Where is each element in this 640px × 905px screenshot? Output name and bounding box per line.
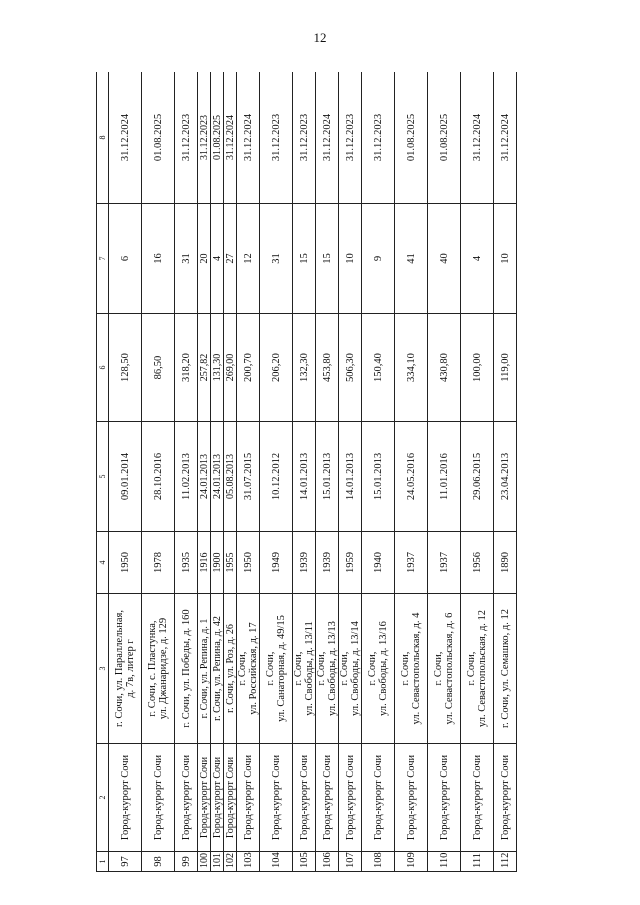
column-header: 4 bbox=[97, 532, 109, 594]
row-number-cell: 100 bbox=[198, 852, 211, 872]
deadline-cell: 01.08.2025 bbox=[395, 72, 428, 204]
table-row bbox=[293, 72, 316, 872]
residents-count-cell: 31 bbox=[260, 204, 293, 314]
residents-count-cell: 15 bbox=[293, 204, 316, 314]
table-row bbox=[461, 72, 494, 872]
address-cell bbox=[362, 594, 395, 744]
municipality-cell: Город-курорт Сочи bbox=[293, 744, 316, 852]
residents-count-cell: 16 bbox=[142, 204, 175, 314]
year-built-cell: 1956 bbox=[461, 532, 494, 594]
address-cell bbox=[224, 594, 237, 744]
row-number-cell: 101 bbox=[211, 852, 224, 872]
row-number-cell: 111 bbox=[461, 852, 494, 872]
deadline-cell: 31.12.2023 bbox=[339, 72, 362, 204]
date-cell: 23.04.2013 bbox=[494, 422, 517, 532]
date-cell: 24.05.2016 bbox=[395, 422, 428, 532]
column-header: 2 bbox=[97, 744, 109, 852]
address-line-1: г. Сочи, bbox=[400, 651, 411, 686]
address-line-1: г. Сочи, ул. Репина, д. 1 bbox=[198, 618, 210, 719]
address-cell bbox=[339, 594, 362, 744]
area-cell: 150,40 bbox=[362, 314, 395, 422]
table-body bbox=[97, 72, 517, 872]
municipality-cell: Город-курорт Сочи bbox=[339, 744, 362, 852]
table-row bbox=[395, 72, 428, 872]
address-cell bbox=[260, 594, 293, 744]
row-number-cell: 97 bbox=[109, 852, 142, 872]
area-cell: 100,00 bbox=[461, 314, 494, 422]
column-header: 7 bbox=[97, 204, 109, 314]
date-cell: 14.01.2013 bbox=[339, 422, 362, 532]
date-cell: 15.01.2013 bbox=[316, 422, 339, 532]
date-cell: 15.01.2013 bbox=[362, 422, 395, 532]
year-built-cell: 1890 bbox=[494, 532, 517, 594]
address-cell bbox=[211, 594, 224, 744]
area-cell: 119,00 bbox=[494, 314, 517, 422]
date-cell: 05.08.2013 bbox=[224, 422, 237, 532]
page-number: 12 bbox=[313, 30, 327, 45]
address-cell bbox=[109, 594, 142, 744]
area-cell: 453,80 bbox=[316, 314, 339, 422]
table-row bbox=[316, 72, 339, 872]
year-built-cell: 1959 bbox=[339, 532, 362, 594]
row-number-cell: 107 bbox=[339, 852, 362, 872]
area-cell: 257,82 bbox=[198, 314, 211, 422]
date-cell: 24.01.2013 bbox=[198, 422, 211, 532]
municipality-cell: Город-курорт Сочи bbox=[142, 744, 175, 852]
municipality-cell: Город-курорт Сочи bbox=[316, 744, 339, 852]
year-built-cell: 1939 bbox=[293, 532, 316, 594]
deadline-cell: 31.12.2024 bbox=[494, 72, 517, 204]
table-row bbox=[260, 72, 293, 872]
table-row bbox=[494, 72, 517, 872]
deadline-cell: 31.12.2024 bbox=[109, 72, 142, 204]
municipality-cell: Город-курорт Сочи bbox=[395, 744, 428, 852]
deadline-cell: 31.12.2023 bbox=[293, 72, 316, 204]
deadline-cell: 31.12.2023 bbox=[175, 72, 198, 204]
table-row bbox=[142, 72, 175, 872]
municipality-cell: Город-курорт Сочи bbox=[211, 744, 224, 852]
rotated-table-container bbox=[96, 72, 556, 872]
address-line-1: г. Сочи, bbox=[293, 651, 304, 686]
address-line-1: г. Сочи, bbox=[316, 651, 327, 686]
area-cell: 128,50 bbox=[109, 314, 142, 422]
address-line-2: ул. Свободы, д. 13/14 bbox=[350, 621, 361, 716]
address-cell bbox=[142, 594, 175, 744]
address-line-1: г. Сочи, bbox=[433, 651, 444, 686]
date-cell: 10.12.2012 bbox=[260, 422, 293, 532]
date-cell: 24.01.2013 bbox=[211, 422, 224, 532]
year-built-cell: 1955 bbox=[224, 532, 237, 594]
residents-count-cell: 9 bbox=[362, 204, 395, 314]
row-number-cell: 99 bbox=[175, 852, 198, 872]
address-line-1: г. Сочи, ул. Параллельная, bbox=[114, 610, 125, 727]
address-line-2: ул. Севастопольская, д. 4 bbox=[411, 612, 422, 725]
table-row bbox=[109, 72, 142, 872]
year-built-cell: 1900 bbox=[211, 532, 224, 594]
row-number-cell: 108 bbox=[362, 852, 395, 872]
municipality-cell: Город-курорт Сочи bbox=[237, 744, 260, 852]
address-line-1: г. Сочи, bbox=[237, 651, 248, 686]
address-line-1: г. Сочи, с. Пластунка, bbox=[147, 620, 158, 717]
row-number-cell: 102 bbox=[224, 852, 237, 872]
year-built-cell: 1939 bbox=[316, 532, 339, 594]
table-row bbox=[175, 72, 198, 872]
deadline-cell: 31.12.2023 bbox=[198, 72, 211, 204]
address-line-1: г. Сочи, bbox=[367, 651, 378, 686]
address-line-1: г. Сочи, bbox=[265, 651, 276, 686]
area-cell: 269,00 bbox=[224, 314, 237, 422]
date-cell: 28.10.2016 bbox=[142, 422, 175, 532]
area-cell: 200,70 bbox=[237, 314, 260, 422]
address-line-1: г. Сочи, ул. Семашко, д. 12 bbox=[499, 608, 511, 729]
area-cell: 334,10 bbox=[395, 314, 428, 422]
address-cell bbox=[175, 594, 198, 744]
column-header: 8 bbox=[97, 72, 109, 204]
column-header: 6 bbox=[97, 314, 109, 422]
row-number-cell: 112 bbox=[494, 852, 517, 872]
municipality-cell: Город-курорт Сочи bbox=[198, 744, 211, 852]
column-number-header-row bbox=[97, 72, 109, 872]
deadline-cell: 31.12.2024 bbox=[461, 72, 494, 204]
residents-count-cell: 41 bbox=[395, 204, 428, 314]
address-line-2: ул. Севастопольская, д. 12 bbox=[477, 609, 488, 728]
year-built-cell: 1978 bbox=[142, 532, 175, 594]
area-cell: 206,20 bbox=[260, 314, 293, 422]
area-cell: 132,30 bbox=[293, 314, 316, 422]
column-header: 3 bbox=[97, 594, 109, 744]
municipality-cell: Город-курорт Сочи bbox=[362, 744, 395, 852]
table-row bbox=[237, 72, 260, 872]
residents-count-cell: 10 bbox=[494, 204, 517, 314]
deadline-cell: 01.08.2025 bbox=[428, 72, 461, 204]
table-row bbox=[198, 72, 211, 872]
address-line-2: ул. Севастопольская, д. 6 bbox=[444, 612, 455, 725]
date-cell: 31.07.2015 bbox=[237, 422, 260, 532]
deadline-cell: 01.08.2025 bbox=[211, 72, 224, 204]
table-row bbox=[211, 72, 224, 872]
deadline-cell: 31.12.2023 bbox=[260, 72, 293, 204]
municipality-cell: Город-курорт Сочи bbox=[224, 744, 237, 852]
address-line-1: г. Сочи, bbox=[466, 651, 477, 686]
municipality-cell: Город-курорт Сочи bbox=[428, 744, 461, 852]
address-line-1: г. Сочи, ул. Победы, д. 160 bbox=[180, 609, 192, 728]
year-built-cell: 1935 bbox=[175, 532, 198, 594]
row-number-cell: 110 bbox=[428, 852, 461, 872]
date-cell: 14.01.2013 bbox=[293, 422, 316, 532]
residents-count-cell: 20 bbox=[198, 204, 211, 314]
column-header: 5 bbox=[97, 422, 109, 532]
residents-count-cell: 6 bbox=[109, 204, 142, 314]
residents-count-cell: 31 bbox=[175, 204, 198, 314]
residents-count-cell: 12 bbox=[237, 204, 260, 314]
year-built-cell: 1950 bbox=[237, 532, 260, 594]
table-row bbox=[224, 72, 237, 872]
year-built-cell: 1916 bbox=[198, 532, 211, 594]
address-cell bbox=[237, 594, 260, 744]
address-cell bbox=[293, 594, 316, 744]
address-line-1: г. Сочи, ул. Репина, д. 42 bbox=[211, 616, 223, 721]
address-cell bbox=[316, 594, 339, 744]
date-cell: 09.01.2014 bbox=[109, 422, 142, 532]
year-built-cell: 1950 bbox=[109, 532, 142, 594]
address-cell bbox=[494, 594, 517, 744]
row-number-cell: 106 bbox=[316, 852, 339, 872]
area-cell: 430,80 bbox=[428, 314, 461, 422]
row-number-cell: 105 bbox=[293, 852, 316, 872]
address-line-2: д. 7в, литер г bbox=[125, 639, 136, 698]
address-line-2: ул. Российская, д. 17 bbox=[248, 622, 259, 715]
municipality-cell: Город-курорт Сочи bbox=[461, 744, 494, 852]
deadline-cell: 31.12.2024 bbox=[224, 72, 237, 204]
year-built-cell: 1937 bbox=[428, 532, 461, 594]
municipality-cell: Город-курорт Сочи bbox=[494, 744, 517, 852]
date-cell: 11.02.2013 bbox=[175, 422, 198, 532]
area-cell: 318,20 bbox=[175, 314, 198, 422]
table-row bbox=[428, 72, 461, 872]
deadline-cell: 01.08.2025 bbox=[142, 72, 175, 204]
address-line-2: ул. Свободы, д. 13/13 bbox=[327, 621, 338, 716]
date-cell: 11.01.2016 bbox=[428, 422, 461, 532]
address-line-2: ул. Свободы, д. 13/16 bbox=[378, 621, 389, 716]
address-line-1: г. Сочи, bbox=[339, 651, 350, 686]
residents-count-cell: 4 bbox=[461, 204, 494, 314]
year-built-cell: 1949 bbox=[260, 532, 293, 594]
housing-registry-table bbox=[96, 72, 517, 872]
address-line-2: ул. Санаторная, д. 49/15 bbox=[276, 615, 287, 722]
column-header: 1 bbox=[97, 852, 109, 872]
address-cell bbox=[428, 594, 461, 744]
row-number-cell: 109 bbox=[395, 852, 428, 872]
municipality-cell: Город-курорт Сочи bbox=[175, 744, 198, 852]
row-number-cell: 104 bbox=[260, 852, 293, 872]
municipality-cell: Город-курорт Сочи bbox=[260, 744, 293, 852]
table-row bbox=[339, 72, 362, 872]
row-number-cell: 103 bbox=[237, 852, 260, 872]
area-cell: 131,30 bbox=[211, 314, 224, 422]
year-built-cell: 1940 bbox=[362, 532, 395, 594]
area-cell: 506,30 bbox=[339, 314, 362, 422]
residents-count-cell: 40 bbox=[428, 204, 461, 314]
table-row bbox=[362, 72, 395, 872]
year-built-cell: 1937 bbox=[395, 532, 428, 594]
deadline-cell: 31.12.2024 bbox=[316, 72, 339, 204]
address-line-1: г. Сочи, ул. Роз, д. 26 bbox=[224, 624, 236, 713]
municipality-cell: Город-курорт Сочи bbox=[109, 744, 142, 852]
row-number-cell: 98 bbox=[142, 852, 175, 872]
address-cell bbox=[395, 594, 428, 744]
address-cell bbox=[198, 594, 211, 744]
residents-count-cell: 15 bbox=[316, 204, 339, 314]
residents-count-cell: 10 bbox=[339, 204, 362, 314]
deadline-cell: 31.12.2023 bbox=[362, 72, 395, 204]
address-cell bbox=[461, 594, 494, 744]
registry-table-wrapper bbox=[96, 72, 556, 872]
residents-count-cell: 27 bbox=[224, 204, 237, 314]
address-line-2: ул. Свободы, д. 13/11 bbox=[304, 621, 315, 716]
residents-count-cell: 4 bbox=[211, 204, 224, 314]
address-line-2: ул. Джанаридзе, д. 129 bbox=[158, 617, 169, 720]
area-cell: 86,50 bbox=[142, 314, 175, 422]
deadline-cell: 31.12.2024 bbox=[237, 72, 260, 204]
date-cell: 29.06.2015 bbox=[461, 422, 494, 532]
